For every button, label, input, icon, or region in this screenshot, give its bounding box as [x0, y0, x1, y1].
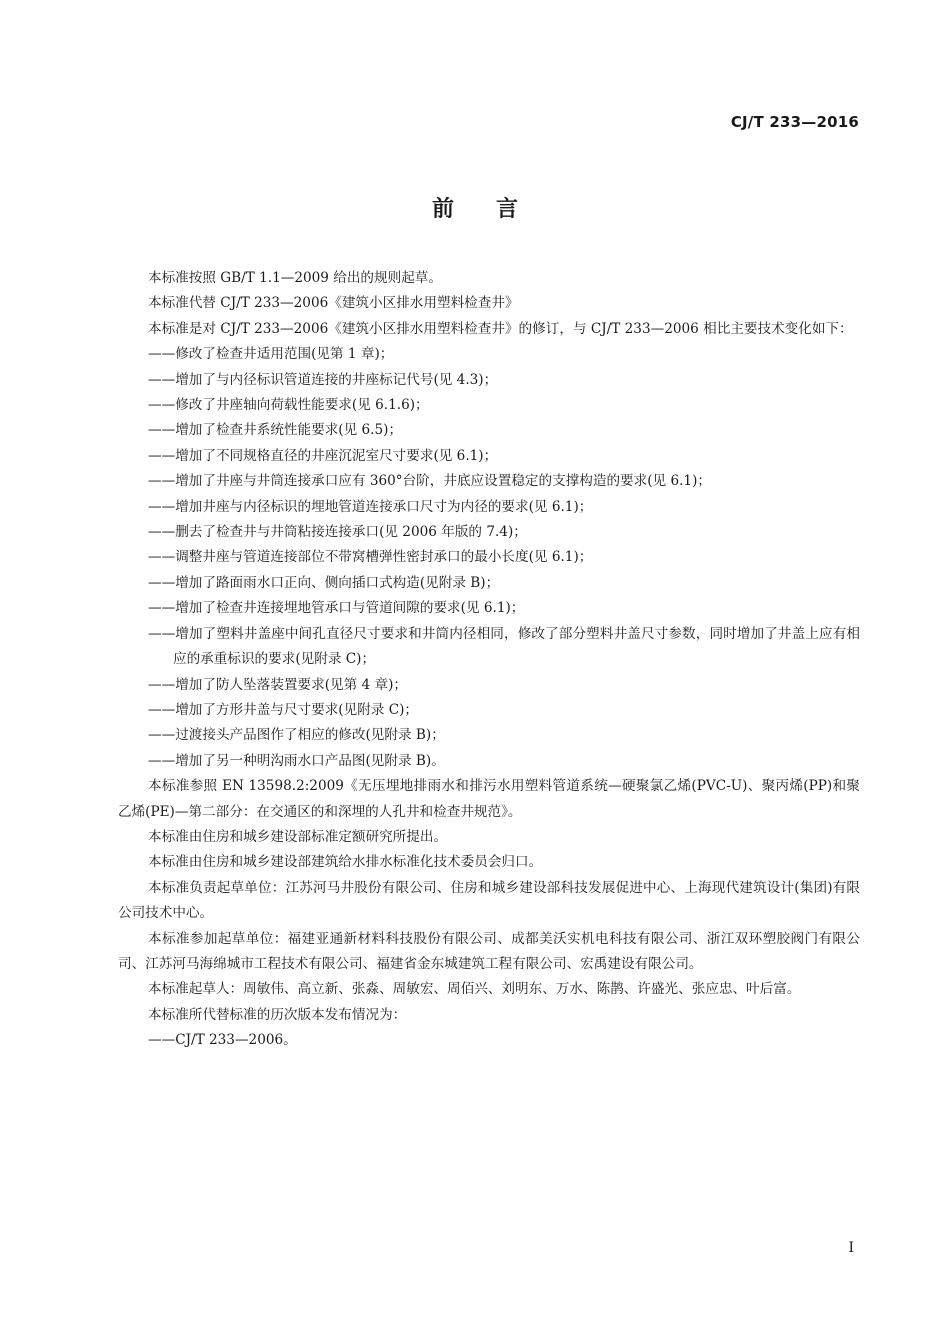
change-list-item: ——增加井座与内径标识的埋地管道连接承口尺寸为内径的要求(见 6.1)； [148, 498, 593, 515]
body-paragraph: 本标准参照 EN 13598.2:2009《无压埋地排雨水和排污水用塑料管道系统—硬聚氯乙烯(PVC-U)、聚丙烯(PP)和聚乙烯(PE)—第二部分：在交通区的和深埋的人孔井和检查井规范》。 [118, 778, 860, 820]
document-body [118, 266, 860, 1054]
change-list-item: ——过渡接头产品图作了相应的修改(见附录 B)； [148, 727, 445, 744]
change-list-item: ——增加了不同规格直径的井座沉泥室尺寸要求(见 6.1)； [148, 447, 498, 464]
change-list-item: ——增加了防人坠落装置要求(见第 4 章)； [148, 676, 407, 693]
change-list-item: ——删去了检查井与井筒粘接连接承口(见 2006 年版的 7.4)； [148, 524, 527, 541]
body-paragraph: 本标准按照 GB/T 1.1—2009 给出的规则起草。 [148, 270, 442, 286]
change-list-item: ——增加了与内径标识管道连接的井座标记代号(见 4.3)； [148, 371, 498, 388]
body-paragraph: 本标准起草人：周敏伟、高立新、张淼、周敏宏、周佰兴、刘明东、万水、陈鹊、许盛光、张应忠、叶后富。 [148, 981, 801, 998]
body-paragraph: 本标准由住房和城乡建设部标准定额研究所提出。 [148, 828, 448, 845]
page-number: I [848, 1240, 854, 1256]
standard-code: CJ/T 233—2016 [730, 113, 859, 131]
change-list-item: ——修改了井座轴向荷载性能要求(见 6.1.6)； [148, 397, 429, 414]
change-list-item: ——CJ/T 233—2006。 [148, 1032, 297, 1049]
change-list-item: ——增加了方形井盖与尺寸要求(见附录 C)； [148, 701, 419, 718]
change-list-item: ——增加了另一种明沟雨水口产品图(见附录 B)。 [148, 752, 445, 769]
change-list-item: ——增加了井座与井筒连接承口应有 360°台阶，井底应设置稳定的支撑构造的要求(见 6.1)； [148, 473, 711, 490]
body-paragraph: 本标准参加起草单位：福建亚通新材料科技股份有限公司、成都美沃实机电科技有限公司、浙江双环塑胶阀门有限公司、江苏河马海绵城市工程技术有限公司、福建省金东城建筑工程有限公司、宏禹建设有限公司。 [118, 930, 860, 972]
page-title: 前言 [431, 197, 560, 222]
body-paragraph: 本标准由住房和城乡建设部建筑给水排水标准化技术委员会归口。 [148, 854, 543, 871]
body-paragraph: 本标准代替 CJ/T 233—2006《建筑小区排水用塑料检查井》 [148, 295, 519, 312]
change-list-item: ——增加了检查井连接埋地管承口与管道间隙的要求(见 6.1)； [148, 600, 525, 617]
change-list-item: ——调整井座与管道连接部位不带窝槽弹性密封承口的最小长度(见 6.1)； [148, 549, 593, 566]
body-paragraph: 本标准是对 CJ/T 233—2006《建筑小区排水用塑料检查井》的修订，与 CJ/T 233—2006 相比主要技术变化如下： [148, 320, 853, 337]
body-paragraph: 本标准所代替标准的历次版本发布情况为： [148, 1006, 407, 1023]
change-list-item: ——增加了塑料井盖座中间孔直径尺寸要求和井筒内径相同，修改了部分塑料井盖尺寸参数，同时增加了井盖上应有相应的承重标识的要求(见附录 C)； [148, 625, 860, 668]
change-list-item: ——增加了检查井系统性能要求(见 6.5)； [148, 422, 403, 439]
change-list-item: ——修改了检查井适用范围(见第 1 章)； [148, 346, 394, 363]
body-paragraph: 本标准负责起草单位：江苏河马井股份有限公司、住房和城乡建设部科技发展促进中心、上海现代建筑设计(集团)有限公司技术中心。 [118, 879, 860, 922]
change-list-item: ——增加了路面雨水口正向、侧向插口式构造(见附录 B)； [148, 574, 500, 591]
